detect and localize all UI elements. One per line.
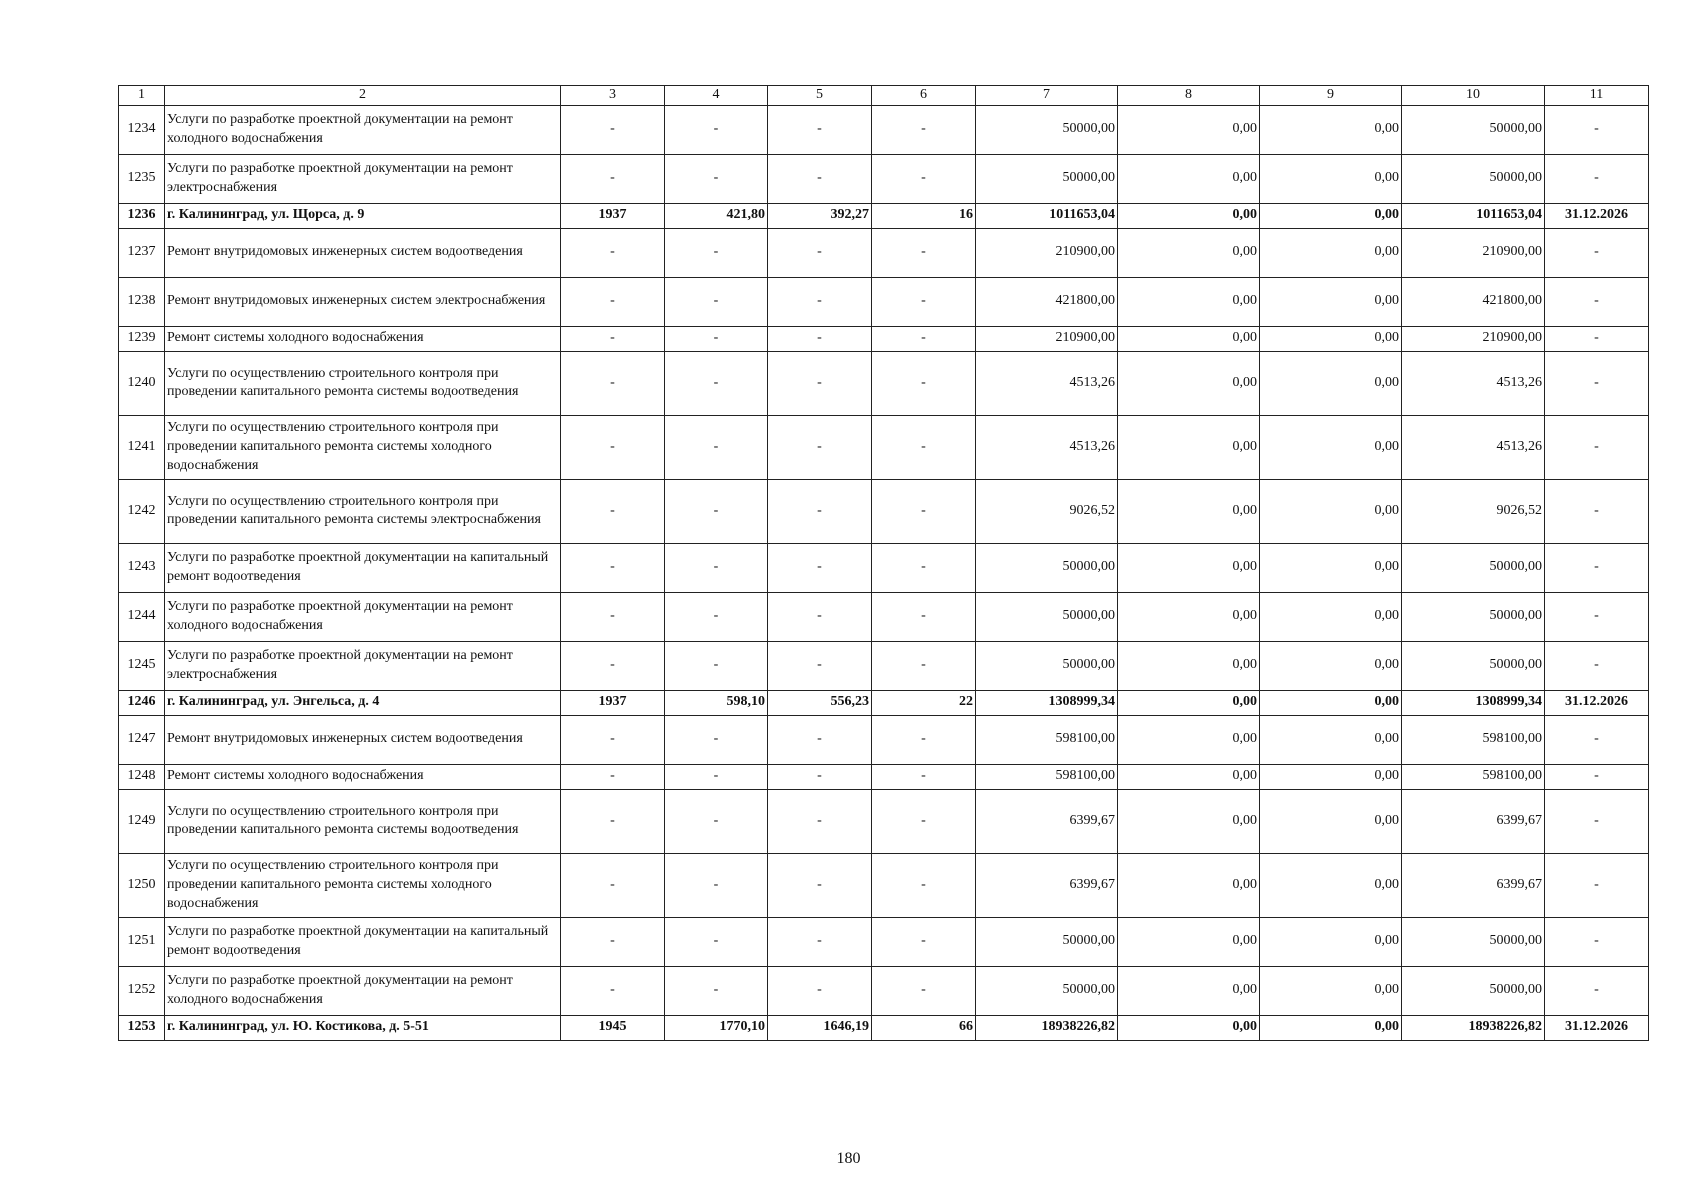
cell-col-8: 0,00 [1118, 917, 1260, 966]
column-header: 7 [976, 86, 1118, 106]
cell-col-6: 22 [872, 690, 976, 715]
cell-col-6: - [872, 592, 976, 641]
cell-col-3: - [561, 228, 665, 277]
address-row [119, 690, 1649, 715]
cell-col-10: 210900,00 [1402, 228, 1545, 277]
row-number: 1247 [119, 715, 165, 764]
cell-col-7: 50000,00 [976, 917, 1118, 966]
page-number: 180 [836, 1150, 861, 1167]
cell-col-10: 50000,00 [1402, 105, 1545, 154]
cell-col-9: 0,00 [1260, 228, 1402, 277]
table-row [119, 853, 1649, 917]
cell-col-6: - [872, 641, 976, 690]
cell-col-3: - [561, 715, 665, 764]
column-number-row [119, 86, 1649, 106]
cell-col-7: 210900,00 [976, 228, 1118, 277]
cell-col-11: - [1545, 351, 1649, 415]
cell-col-9: 0,00 [1260, 105, 1402, 154]
row-number: 1241 [119, 415, 165, 479]
cell-col-5: 392,27 [768, 203, 872, 228]
cell-col-11: - [1545, 715, 1649, 764]
table-row [119, 764, 1649, 789]
cell-col-7: 50000,00 [976, 154, 1118, 203]
work-name: Услуги по осуществлению строительного контроля при проведении капитального ремонта системы холодного водоснабжения [165, 415, 561, 479]
cell-col-8: 0,00 [1118, 351, 1260, 415]
cell-col-4: 598,10 [665, 690, 768, 715]
work-name: Ремонт системы холодного водоснабжения [165, 764, 561, 789]
cell-col-9: 0,00 [1260, 415, 1402, 479]
cell-col-8: 0,00 [1118, 789, 1260, 853]
row-number: 1240 [119, 351, 165, 415]
cell-col-9: 0,00 [1260, 853, 1402, 917]
cell-col-8: 0,00 [1118, 966, 1260, 1015]
cell-col-9: 0,00 [1260, 789, 1402, 853]
column-header: 6 [872, 86, 976, 106]
cell-col-9: 0,00 [1260, 277, 1402, 326]
cell-col-3: - [561, 592, 665, 641]
table-row [119, 351, 1649, 415]
row-number: 1234 [119, 105, 165, 154]
work-name: Услуги по осуществлению строительного контроля при проведении капитального ремонта системы электроснабжения [165, 479, 561, 543]
work-name: Услуги по разработке проектной документации на капитальный ремонт водоотведения [165, 917, 561, 966]
register-table [118, 85, 1649, 1041]
cell-col-10: 6399,67 [1402, 853, 1545, 917]
cell-col-3: 1937 [561, 203, 665, 228]
cell-col-5: - [768, 105, 872, 154]
cell-col-4: - [665, 415, 768, 479]
cell-col-9: 0,00 [1260, 715, 1402, 764]
cell-col-3: 1945 [561, 1015, 665, 1040]
cell-col-11: - [1545, 415, 1649, 479]
cell-col-6: 66 [872, 1015, 976, 1040]
work-name: Услуги по разработке проектной документации на капитальный ремонт водоотведения [165, 543, 561, 592]
cell-col-10: 598100,00 [1402, 764, 1545, 789]
row-number: 1250 [119, 853, 165, 917]
cell-col-9: 0,00 [1260, 543, 1402, 592]
column-header: 3 [561, 86, 665, 106]
cell-col-6: - [872, 853, 976, 917]
cell-col-5: - [768, 917, 872, 966]
cell-col-5: - [768, 764, 872, 789]
cell-col-9: 0,00 [1260, 351, 1402, 415]
cell-col-3: - [561, 764, 665, 789]
cell-col-10: 50000,00 [1402, 543, 1545, 592]
cell-col-4: - [665, 154, 768, 203]
cell-col-5: - [768, 154, 872, 203]
cell-col-11: - [1545, 789, 1649, 853]
cell-col-7: 598100,00 [976, 764, 1118, 789]
cell-col-5: - [768, 479, 872, 543]
cell-col-9: 0,00 [1260, 917, 1402, 966]
cell-col-4: - [665, 764, 768, 789]
cell-col-5: - [768, 715, 872, 764]
cell-col-7: 50000,00 [976, 966, 1118, 1015]
row-number: 1249 [119, 789, 165, 853]
table-row [119, 715, 1649, 764]
cell-col-9: 0,00 [1260, 641, 1402, 690]
cell-col-6: - [872, 543, 976, 592]
table-row [119, 154, 1649, 203]
cell-col-4: - [665, 917, 768, 966]
cell-col-4: - [665, 479, 768, 543]
cell-col-8: 0,00 [1118, 105, 1260, 154]
row-number: 1252 [119, 966, 165, 1015]
cell-col-8: 0,00 [1118, 154, 1260, 203]
cell-col-7: 6399,67 [976, 789, 1118, 853]
cell-col-7: 50000,00 [976, 641, 1118, 690]
table-row [119, 917, 1649, 966]
cell-col-3: - [561, 351, 665, 415]
cell-col-6: - [872, 764, 976, 789]
cell-col-10: 50000,00 [1402, 966, 1545, 1015]
cell-col-11: - [1545, 543, 1649, 592]
row-number: 1239 [119, 326, 165, 351]
work-name: Ремонт внутридомовых инженерных систем водоотведения [165, 715, 561, 764]
cell-col-5: - [768, 277, 872, 326]
cell-col-4: - [665, 966, 768, 1015]
column-header: 9 [1260, 86, 1402, 106]
cell-col-8: 0,00 [1118, 641, 1260, 690]
cell-col-3: - [561, 543, 665, 592]
cell-col-8: 0,00 [1118, 479, 1260, 543]
work-name: Услуги по разработке проектной документации на ремонт холодного водоснабжения [165, 105, 561, 154]
cell-col-4: - [665, 715, 768, 764]
cell-col-11: - [1545, 592, 1649, 641]
row-number: 1246 [119, 690, 165, 715]
cell-col-4: - [665, 592, 768, 641]
cell-col-4: - [665, 277, 768, 326]
cell-col-5: - [768, 789, 872, 853]
cell-col-8: 0,00 [1118, 543, 1260, 592]
column-header: 5 [768, 86, 872, 106]
cell-col-6: - [872, 415, 976, 479]
table-row [119, 641, 1649, 690]
cell-col-5: - [768, 853, 872, 917]
cell-col-10: 9026,52 [1402, 479, 1545, 543]
cell-col-4: - [665, 228, 768, 277]
table-row [119, 789, 1649, 853]
cell-col-7: 18938226,82 [976, 1015, 1118, 1040]
work-name: Ремонт системы холодного водоснабжения [165, 326, 561, 351]
cell-col-7: 50000,00 [976, 543, 1118, 592]
cell-col-10: 1308999,34 [1402, 690, 1545, 715]
cell-col-4: - [665, 853, 768, 917]
cell-col-11: - [1545, 641, 1649, 690]
work-name: г. Калининград, ул. Щорса, д. 9 [165, 203, 561, 228]
cell-col-11: - [1545, 966, 1649, 1015]
cell-col-8: 0,00 [1118, 228, 1260, 277]
cell-col-7: 50000,00 [976, 592, 1118, 641]
cell-col-11: - [1545, 326, 1649, 351]
cell-col-8: 0,00 [1118, 853, 1260, 917]
row-number: 1243 [119, 543, 165, 592]
cell-col-4: - [665, 351, 768, 415]
cell-col-4: - [665, 641, 768, 690]
cell-col-5: - [768, 415, 872, 479]
column-header: 8 [1118, 86, 1260, 106]
cell-col-4: 1770,10 [665, 1015, 768, 1040]
cell-col-3: - [561, 415, 665, 479]
cell-col-6: - [872, 326, 976, 351]
cell-col-3: - [561, 154, 665, 203]
cell-col-8: 0,00 [1118, 764, 1260, 789]
cell-col-11: - [1545, 764, 1649, 789]
cell-col-3: - [561, 326, 665, 351]
cell-col-5: - [768, 966, 872, 1015]
cell-col-7: 421800,00 [976, 277, 1118, 326]
cell-col-6: - [872, 228, 976, 277]
address-row [119, 203, 1649, 228]
cell-col-4: - [665, 326, 768, 351]
cell-col-11: 31.12.2026 [1545, 203, 1649, 228]
cell-col-11: - [1545, 917, 1649, 966]
cell-col-3: - [561, 789, 665, 853]
row-number: 1248 [119, 764, 165, 789]
address-row [119, 1015, 1649, 1040]
cell-col-9: 0,00 [1260, 1015, 1402, 1040]
cell-col-5: 556,23 [768, 690, 872, 715]
cell-col-9: 0,00 [1260, 154, 1402, 203]
cell-col-5: - [768, 228, 872, 277]
cell-col-11: - [1545, 154, 1649, 203]
cell-col-9: 0,00 [1260, 764, 1402, 789]
table-row [119, 228, 1649, 277]
row-number: 1242 [119, 479, 165, 543]
cell-col-7: 50000,00 [976, 105, 1118, 154]
work-name: г. Калининград, ул. Энгельса, д. 4 [165, 690, 561, 715]
cell-col-6: - [872, 715, 976, 764]
cell-col-4: - [665, 543, 768, 592]
cell-col-8: 0,00 [1118, 277, 1260, 326]
cell-col-7: 6399,67 [976, 853, 1118, 917]
cell-col-6: - [872, 966, 976, 1015]
row-number: 1237 [119, 228, 165, 277]
cell-col-10: 6399,67 [1402, 789, 1545, 853]
cell-col-3: - [561, 641, 665, 690]
cell-col-7: 9026,52 [976, 479, 1118, 543]
work-name: Услуги по разработке проектной документации на ремонт электроснабжения [165, 154, 561, 203]
work-name: Ремонт внутридомовых инженерных систем водоотведения [165, 228, 561, 277]
cell-col-8: 0,00 [1118, 690, 1260, 715]
cell-col-7: 4513,26 [976, 415, 1118, 479]
work-name: Услуги по осуществлению строительного контроля при проведении капитального ремонта системы водоотведения [165, 789, 561, 853]
cell-col-10: 598100,00 [1402, 715, 1545, 764]
cell-col-7: 210900,00 [976, 326, 1118, 351]
cell-col-8: 0,00 [1118, 415, 1260, 479]
table-row [119, 415, 1649, 479]
row-number: 1235 [119, 154, 165, 203]
work-name: Ремонт внутридомовых инженерных систем электроснабжения [165, 277, 561, 326]
cell-col-7: 1308999,34 [976, 690, 1118, 715]
cell-col-11: - [1545, 479, 1649, 543]
table-row [119, 326, 1649, 351]
cell-col-5: - [768, 592, 872, 641]
cell-col-9: 0,00 [1260, 479, 1402, 543]
cell-col-6: - [872, 479, 976, 543]
cell-col-6: - [872, 351, 976, 415]
cell-col-4: - [665, 105, 768, 154]
cell-col-10: 210900,00 [1402, 326, 1545, 351]
work-name: Услуги по осуществлению строительного контроля при проведении капитального ремонта системы водоотведения [165, 351, 561, 415]
work-name: Услуги по разработке проектной документации на ремонт холодного водоснабжения [165, 592, 561, 641]
cell-col-5: - [768, 543, 872, 592]
cell-col-11: - [1545, 228, 1649, 277]
cell-col-5: 1646,19 [768, 1015, 872, 1040]
cell-col-6: - [872, 917, 976, 966]
cell-col-8: 0,00 [1118, 1015, 1260, 1040]
table-row [119, 543, 1649, 592]
cell-col-10: 1011653,04 [1402, 203, 1545, 228]
cell-col-11: - [1545, 853, 1649, 917]
cell-col-10: 421800,00 [1402, 277, 1545, 326]
cell-col-3: - [561, 917, 665, 966]
column-header: 11 [1545, 86, 1649, 106]
cell-col-11: 31.12.2026 [1545, 690, 1649, 715]
table-row [119, 592, 1649, 641]
work-name: Услуги по осуществлению строительного контроля при проведении капитального ремонта системы холодного водоснабжения [165, 853, 561, 917]
row-number: 1253 [119, 1015, 165, 1040]
cell-col-8: 0,00 [1118, 326, 1260, 351]
table-row [119, 966, 1649, 1015]
cell-col-9: 0,00 [1260, 690, 1402, 715]
cell-col-10: 50000,00 [1402, 154, 1545, 203]
cell-col-3: 1937 [561, 690, 665, 715]
work-name: Услуги по разработке проектной документации на ремонт электроснабжения [165, 641, 561, 690]
cell-col-9: 0,00 [1260, 966, 1402, 1015]
cell-col-9: 0,00 [1260, 326, 1402, 351]
cell-col-5: - [768, 326, 872, 351]
cell-col-7: 598100,00 [976, 715, 1118, 764]
column-header: 2 [165, 86, 561, 106]
column-header: 10 [1402, 86, 1545, 106]
work-name: г. Калининград, ул. Ю. Костикова, д. 5-51 [165, 1015, 561, 1040]
work-name: Услуги по разработке проектной документации на ремонт холодного водоснабжения [165, 966, 561, 1015]
cell-col-3: - [561, 966, 665, 1015]
cell-col-4: 421,80 [665, 203, 768, 228]
cell-col-10: 4513,26 [1402, 415, 1545, 479]
cell-col-5: - [768, 641, 872, 690]
cell-col-3: - [561, 479, 665, 543]
cell-col-7: 1011653,04 [976, 203, 1118, 228]
cell-col-6: - [872, 154, 976, 203]
cell-col-6: - [872, 277, 976, 326]
cell-col-10: 50000,00 [1402, 592, 1545, 641]
cell-col-7: 4513,26 [976, 351, 1118, 415]
row-number: 1236 [119, 203, 165, 228]
cell-col-10: 50000,00 [1402, 641, 1545, 690]
cell-col-8: 0,00 [1118, 592, 1260, 641]
cell-col-9: 0,00 [1260, 203, 1402, 228]
cell-col-6: - [872, 789, 976, 853]
column-header: 4 [665, 86, 768, 106]
cell-col-4: - [665, 789, 768, 853]
cell-col-8: 0,00 [1118, 715, 1260, 764]
table-body [119, 105, 1649, 1040]
table-row [119, 277, 1649, 326]
column-header: 1 [119, 86, 165, 106]
cell-col-10: 4513,26 [1402, 351, 1545, 415]
cell-col-11: 31.12.2026 [1545, 1015, 1649, 1040]
cell-col-9: 0,00 [1260, 592, 1402, 641]
row-number: 1251 [119, 917, 165, 966]
cell-col-11: - [1545, 105, 1649, 154]
cell-col-6: - [872, 105, 976, 154]
cell-col-11: - [1545, 277, 1649, 326]
cell-col-3: - [561, 853, 665, 917]
row-number: 1238 [119, 277, 165, 326]
cell-col-3: - [561, 105, 665, 154]
table-row [119, 479, 1649, 543]
cell-col-5: - [768, 351, 872, 415]
cell-col-3: - [561, 277, 665, 326]
cell-col-10: 18938226,82 [1402, 1015, 1545, 1040]
cell-col-10: 50000,00 [1402, 917, 1545, 966]
cell-col-6: 16 [872, 203, 976, 228]
row-number: 1245 [119, 641, 165, 690]
row-number: 1244 [119, 592, 165, 641]
cell-col-8: 0,00 [1118, 203, 1260, 228]
table-row [119, 105, 1649, 154]
